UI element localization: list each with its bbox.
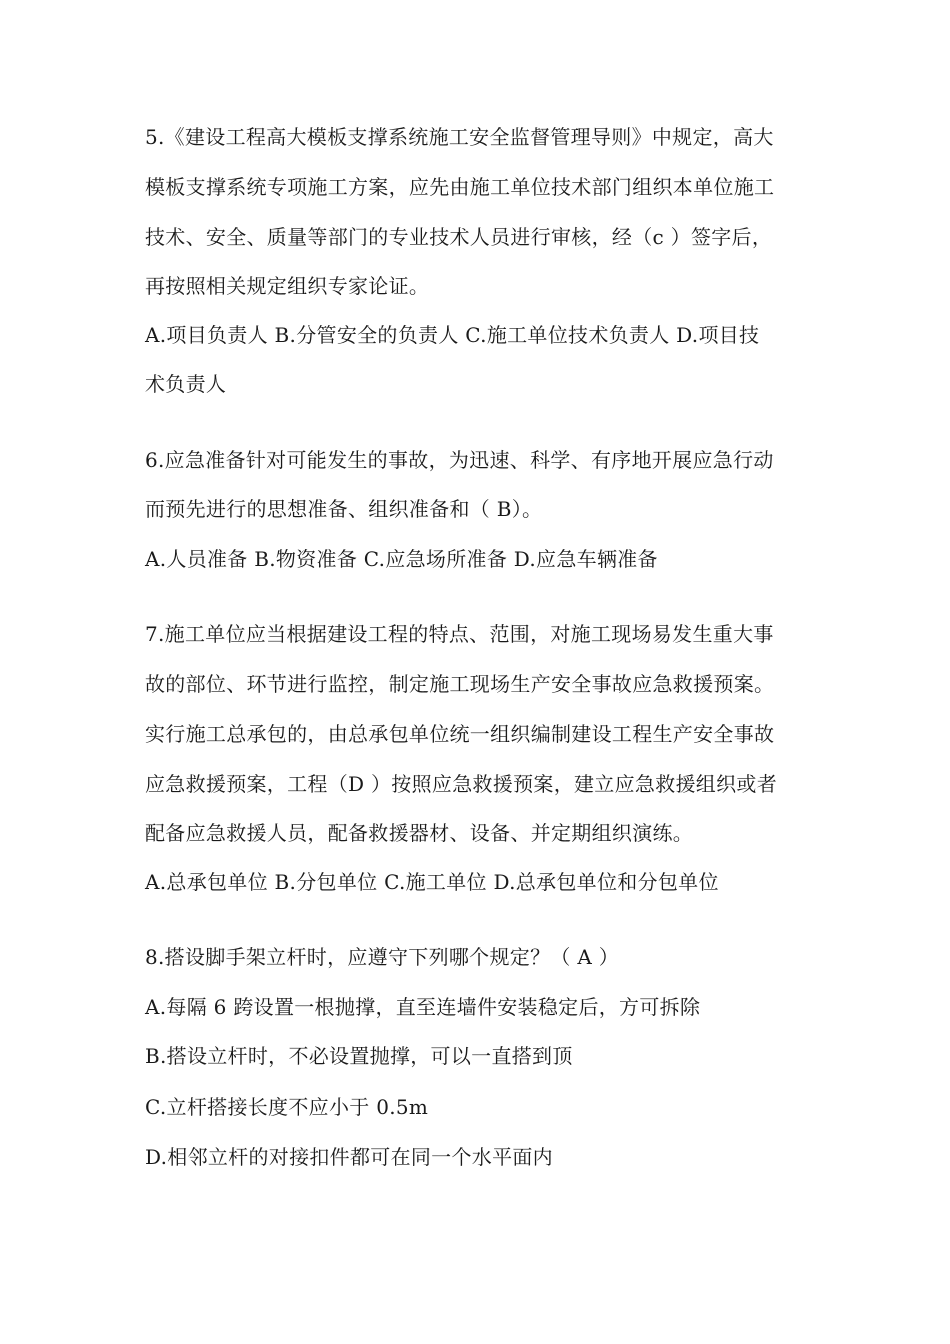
question-stem-line: 技术、安全、质量等部门的专业技术人员进行审核，经（c ）签字后， — [145, 225, 773, 249]
question-stem-line: 5.《建设工程高大模板支撑系统施工安全监督管理导则》中规定，高大 — [145, 125, 774, 149]
question-options-line: C.立杆搭接长度不应小于 0.5m — [145, 1095, 429, 1119]
question-stem-line: 7.施工单位应当根据建设工程的特点、范围，对施工现场易发生重大事 — [145, 622, 774, 646]
question-options-line: B.搭设立杆时，不必设置抛撑，可以一直搭到顶 — [145, 1044, 573, 1068]
question-stem-line: 再按照相关规定组织专家论证。 — [145, 274, 430, 298]
question-stem-line: 模板支撑系统专项施工方案，应先由施工单位技术部门组织本单位施工 — [145, 175, 775, 199]
question-options-line: A.每隔 6 跨设置一根抛撑，直至连墙件安装稳定后，方可拆除 — [145, 995, 701, 1019]
question-stem-line: 故的部位、环节进行监控，制定施工现场生产安全事故应急救援预案。 — [145, 672, 775, 696]
question-options-line: A.人员准备 B.物资准备 C.应急场所准备 D.应急车辆准备 — [145, 547, 658, 571]
question-options-line: D.相邻立杆的对接扣件都可在同一个水平面内 — [145, 1145, 553, 1169]
question-stem-line: 8.搭设脚手架立杆时，应遵守下列哪个规定？（ A ） — [145, 945, 620, 969]
question-options-line: A.总承包单位 B.分包单位 C.施工单位 D.总承包单位和分包单位 — [145, 870, 719, 894]
question-stem-line: 应急救援预案，工程（D ）按照应急救援预案，建立应急救援组织或者 — [145, 772, 777, 796]
question-stem-line: 而预先进行的思想准备、组织准备和（ B）。 — [145, 497, 543, 521]
question-options-line: 术负责人 — [145, 372, 227, 396]
question-stem-line: 配备应急救援人员，配备救援器材、设备、并定期组织演练。 — [145, 821, 694, 845]
question-stem-line: 实行施工总承包的，由总承包单位统一组织编制建设工程生产安全事故 — [145, 722, 775, 746]
question-stem-line: 6.应急准备针对可能发生的事故，为迅速、科学、有序地开展应急行动 — [145, 448, 774, 472]
question-options-line: A.项目负责人 B.分管安全的负责人 C.施工单位技术负责人 D.项目技 — [145, 323, 760, 347]
